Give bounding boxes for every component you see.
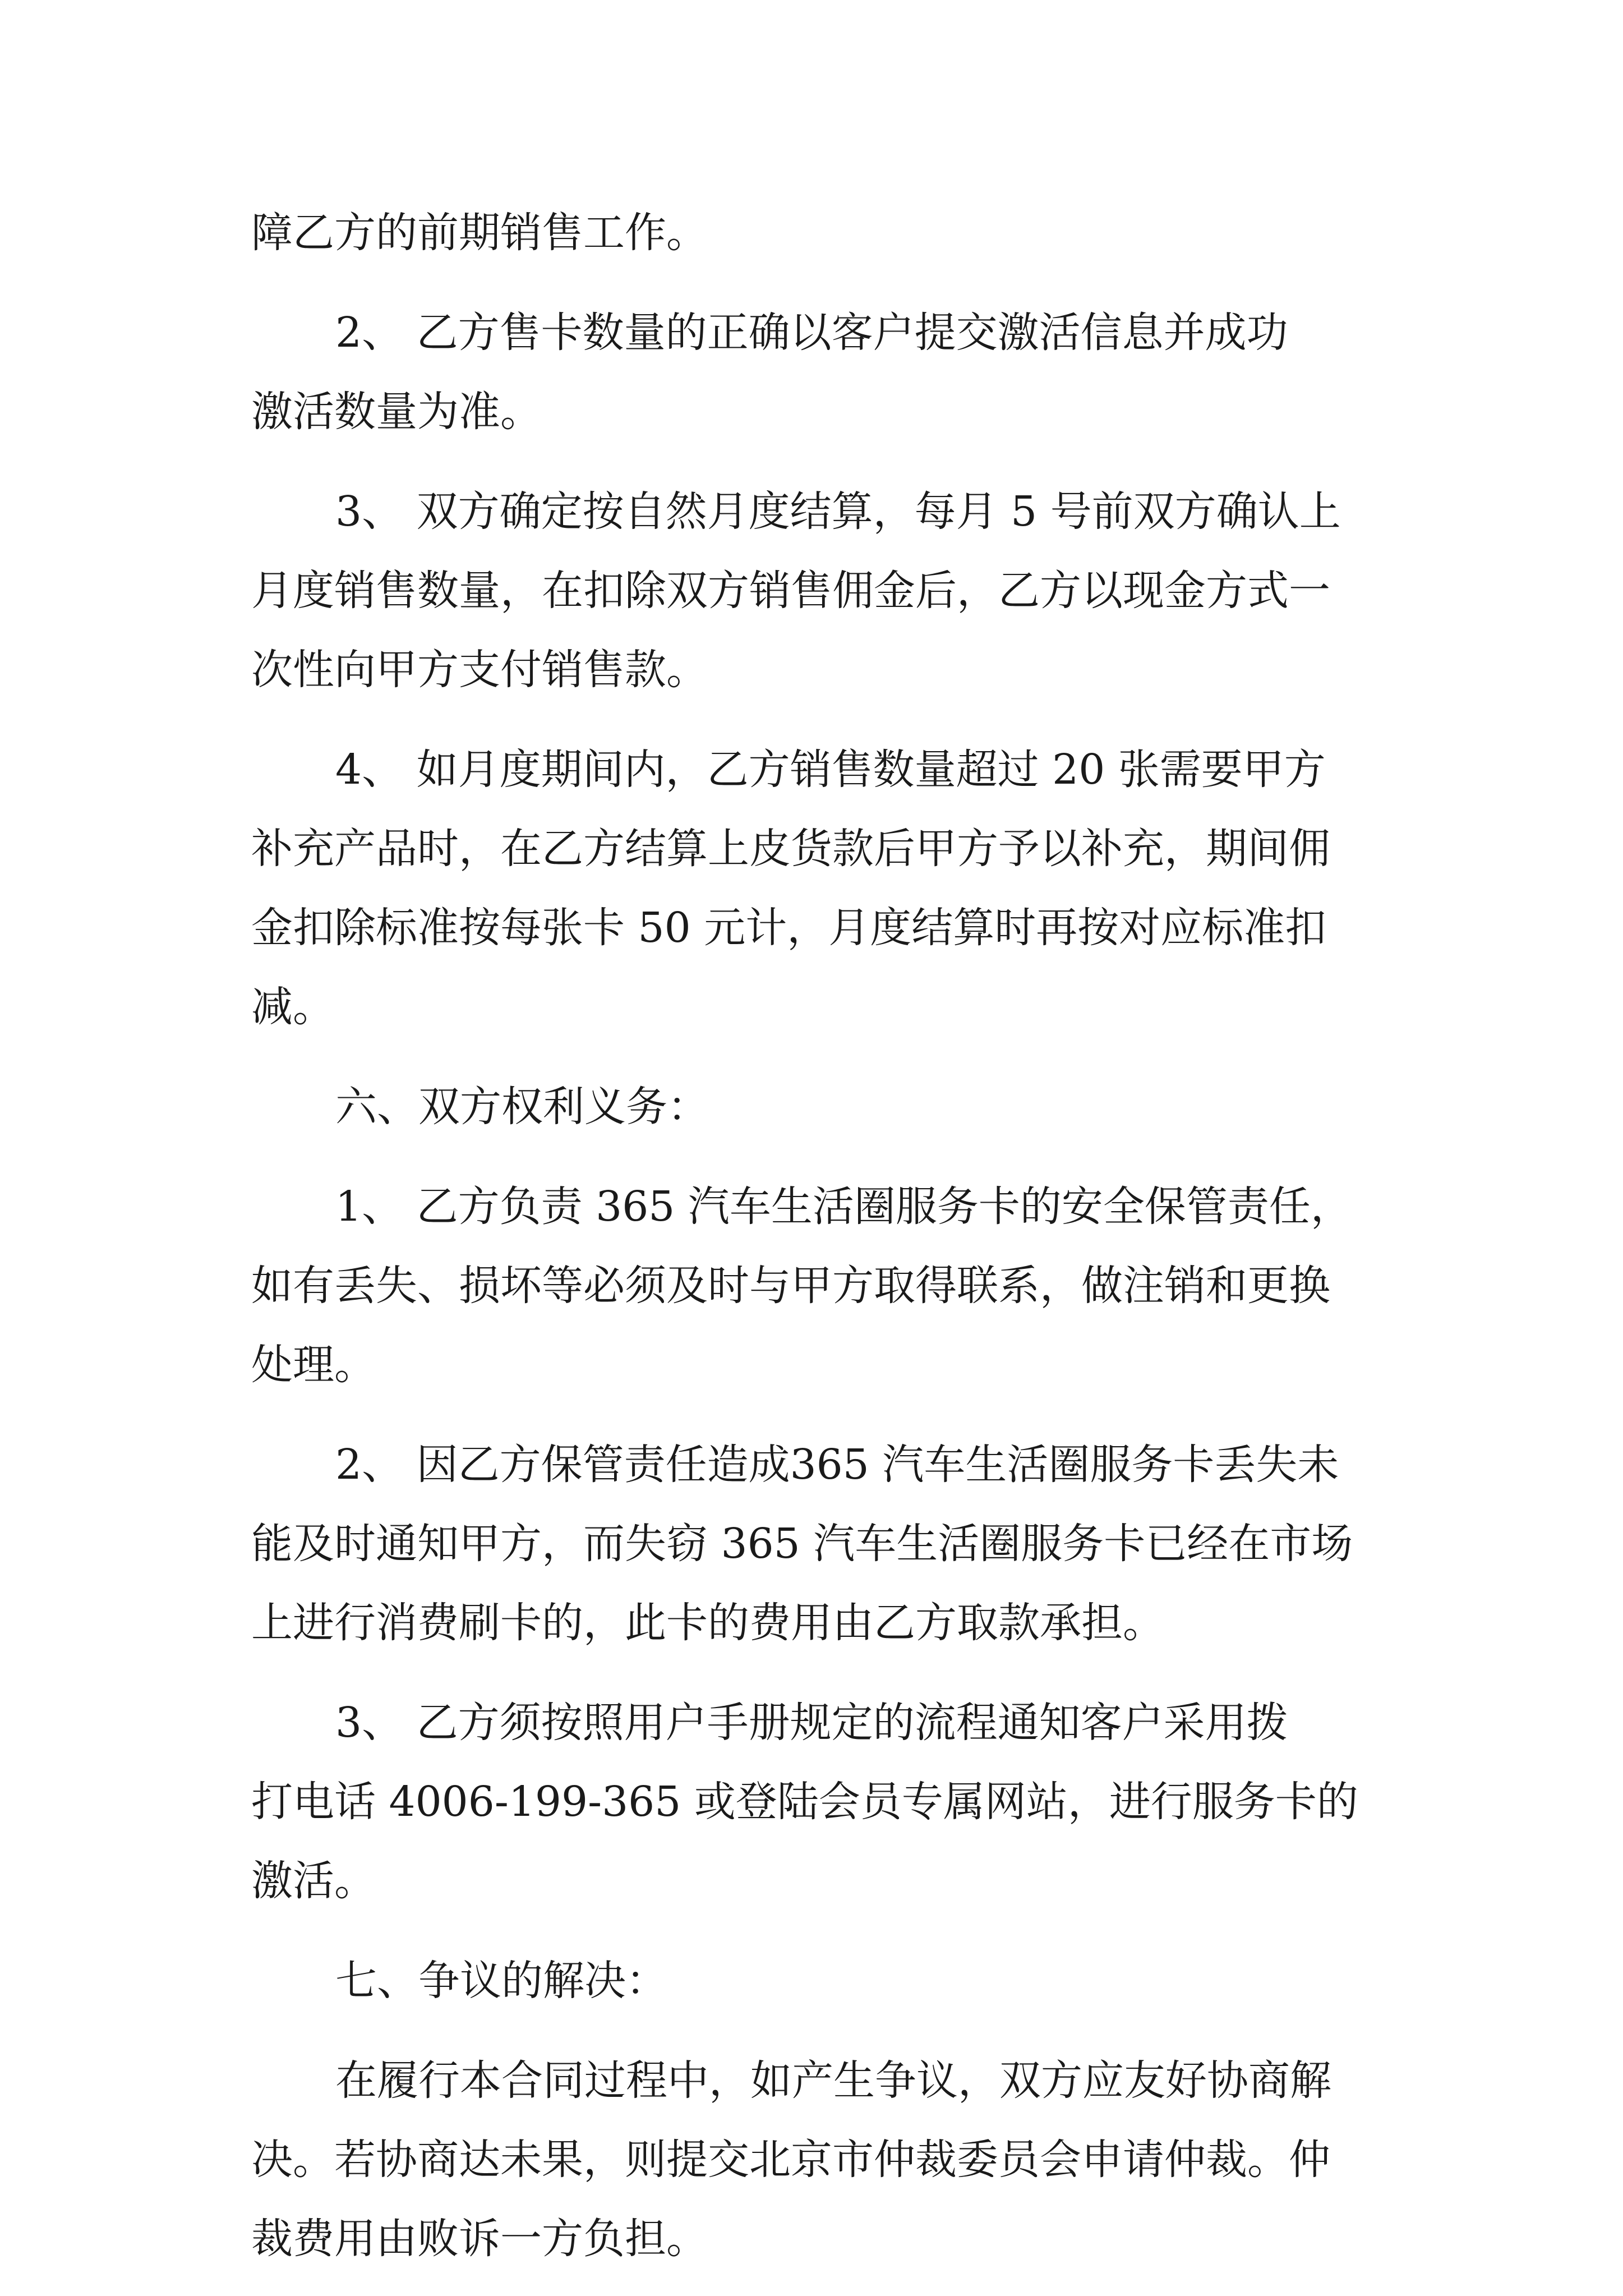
text-line: 六、双方权利义务： [335, 1083, 709, 1131]
paragraph [251, 1167, 1384, 1405]
text-line: 七、争议的解决： [335, 1957, 667, 2005]
paragraph [251, 1683, 1384, 1921]
text-line: 2、 乙方售卡数量的正确以客户提交激活信息并成功 [335, 309, 1288, 357]
text-line: 在履行本合同过程中，如产生争议，双方应友好协商解 [335, 2056, 1331, 2105]
paragraph [251, 730, 1384, 1047]
paragraph [251, 293, 1384, 452]
text-line: 激活数量为准。 [251, 388, 542, 436]
text-line: 上进行消费刷卡的，此卡的费用由乙方取款承担。 [251, 1599, 1164, 1647]
text-line: 次性向甲方支付销售款。 [251, 646, 708, 694]
text-line: 能及时通知甲方，而失窃 365 汽车生活圈服务卡已经在市场 [251, 1520, 1353, 1568]
text-line: 激活。 [251, 1857, 376, 1905]
text-line: 3、 双方确定按自然月度结算，每月 5 号前双方确认上 [335, 487, 1341, 536]
text-line: 2、 因乙方保管责任造成365 汽车生活圈服务卡丢失未 [335, 1441, 1339, 1489]
section-heading [251, 1068, 1384, 1147]
document-body [251, 194, 1384, 2279]
text-line: 打电话 4006-199-365 或登陆会员专属网站，进行服务卡的 [251, 1778, 1358, 1826]
paragraph [251, 2041, 1384, 2279]
text-line: 如有丢失、损坏等必须及时与甲方取得联系，做注销和更换 [251, 1262, 1330, 1310]
text-line: 4、 如月度期间内，乙方销售数量超过 20 张需要甲方 [335, 746, 1326, 794]
text-line: 处理。 [251, 1341, 376, 1389]
text-line: 裁费用由败诉一方负担。 [251, 2215, 708, 2263]
text-line: 补充产品时，在乙方结算上皮货款后甲方予以补充，期间佣 [251, 825, 1330, 873]
paragraph [251, 1425, 1384, 1663]
text-line: 1、 乙方负责 365 汽车生活圈服务卡的安全保管责任， [335, 1182, 1352, 1231]
text-line: 金扣除标准按每张卡 50 元计，月度结算时再按对应标准扣 [251, 904, 1327, 952]
section-heading [251, 1941, 1384, 2021]
text-line: 月度销售数量，在扣除双方销售佣金后，乙方以现金方式一 [251, 567, 1330, 615]
text-line: 决。若协商达未果，则提交北京市仲裁委员会申请仲裁。仲 [251, 2136, 1330, 2184]
text-line: 障乙方的前期销售工作。 [251, 209, 708, 257]
paragraph [251, 194, 1384, 273]
text-line: 减。 [251, 983, 334, 1031]
paragraph [251, 472, 1384, 710]
text-line: 3、 乙方须按照用户手册规定的流程通知客户采用拨 [335, 1699, 1288, 1747]
